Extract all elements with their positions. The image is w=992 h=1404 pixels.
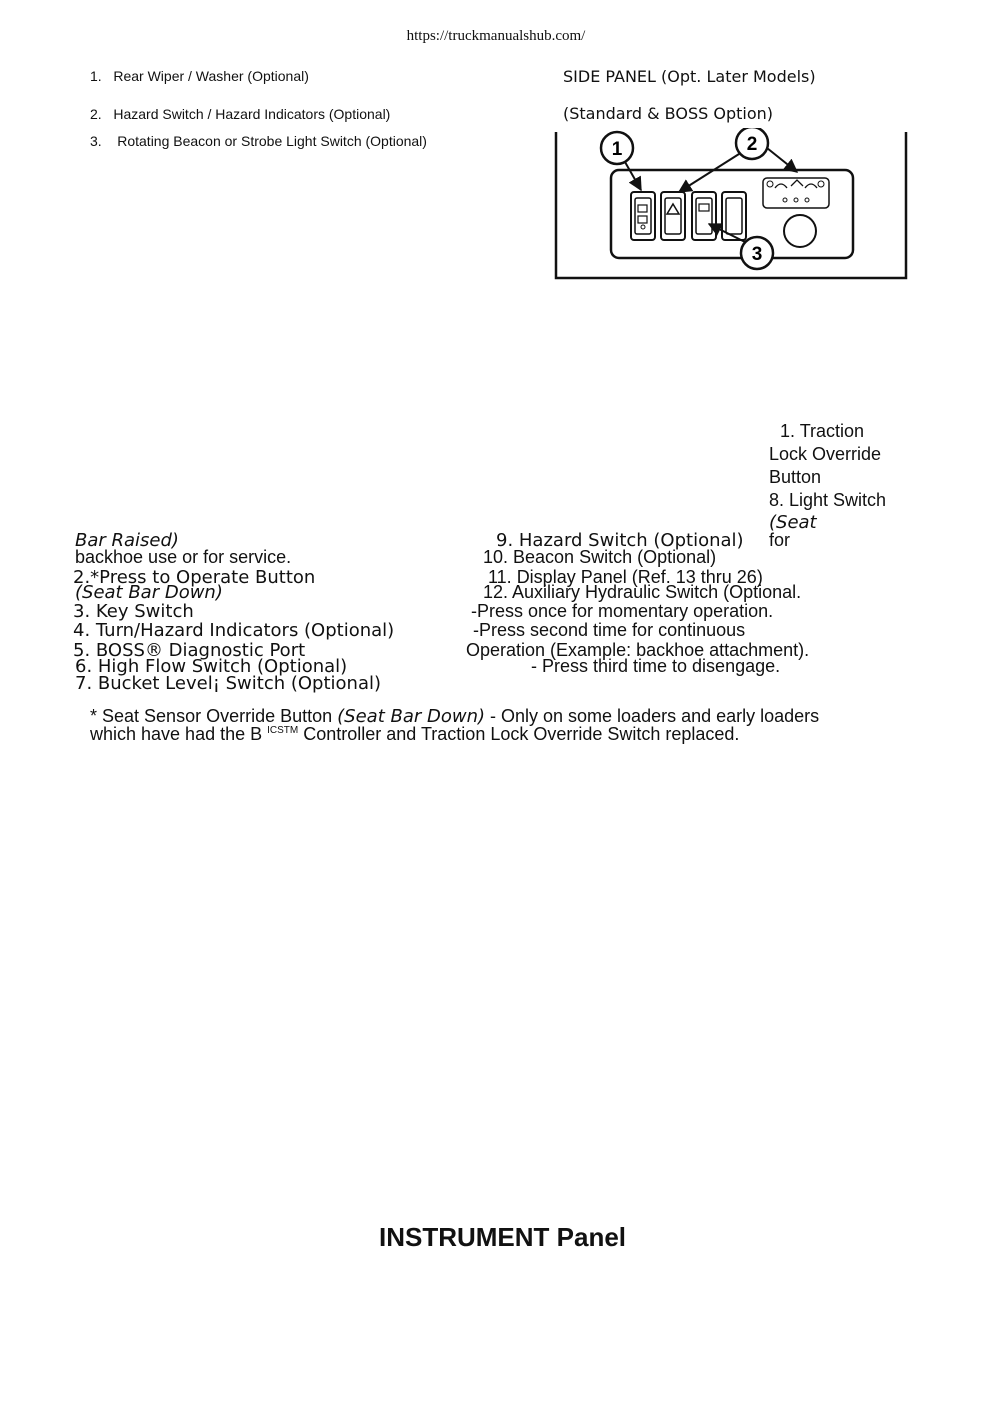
footnote-line2b: Controller and Traction Lock Override Switch replaced. bbox=[298, 724, 740, 744]
turn-hazard-indicators: 4. Turn/Hazard Indicators (Optional) bbox=[73, 620, 395, 641]
footnote-line2 bbox=[90, 724, 739, 745]
list-item-rear-wiper: 1. Rear Wiper / Washer (Optional) bbox=[90, 68, 309, 84]
footnote-line2a: which have had the B bbox=[90, 724, 268, 744]
panel-outline bbox=[611, 170, 853, 258]
arrow-2b bbox=[767, 148, 797, 172]
indicator-left-icon bbox=[767, 181, 773, 187]
beacon-icon bbox=[699, 204, 709, 211]
operation-example: Operation (Example: backhoe attachment). bbox=[466, 640, 810, 660]
washer-icon bbox=[638, 216, 647, 223]
traction-lock-line3: Button bbox=[769, 467, 822, 487]
diagnostic-port bbox=[784, 215, 816, 247]
bucket-level-switch: 7. Bucket Level¡ Switch (Optional) bbox=[75, 673, 382, 694]
light-switch: 8. Light Switch bbox=[769, 490, 887, 510]
indicator-dot bbox=[641, 225, 645, 229]
high-flow-switch: 6. High Flow Switch (Optional) bbox=[75, 656, 348, 677]
display-panel: 11. Display Panel (Ref. 13 thru 26) bbox=[488, 567, 763, 587]
seat-bar-down: (Seat Bar Down) bbox=[75, 582, 223, 603]
indicator-lamp bbox=[794, 198, 798, 202]
indicator-lamp bbox=[783, 198, 787, 202]
auxiliary-hydraulic-switch: 12. Auxiliary Hydraulic Switch (Optional. bbox=[483, 582, 802, 602]
side-panel-subtitle: (Standard & BOSS Option) bbox=[563, 104, 774, 123]
hazard-switch: 9. Hazard Switch (Optional) bbox=[496, 530, 744, 551]
footnote-part2: (Seat Bar Down) bbox=[337, 706, 485, 727]
press-to-operate: 2.*Press to Operate Button bbox=[73, 567, 316, 588]
footnote-part3: - Only on some loaders and early loaders bbox=[485, 706, 820, 726]
traction-lock-line1: 1. Traction bbox=[780, 421, 865, 441]
side-panel-diagram bbox=[553, 128, 909, 282]
list-item-beacon-switch: 3. Rotating Beacon or Strobe Light Switch (Optional) bbox=[90, 133, 427, 149]
arrow-2a bbox=[679, 154, 739, 192]
press-second: -Press second time for continuous bbox=[473, 620, 746, 640]
backhoe-note: backhoe use or for service. bbox=[75, 547, 292, 567]
beacon-switch: 10. Beacon Switch (Optional) bbox=[483, 547, 717, 567]
press-third: - Press third time to disengage. bbox=[531, 656, 781, 676]
boss-diagnostic-port: 5. BOSS® Diagnostic Port bbox=[73, 640, 306, 661]
indicator-symbols-icon bbox=[775, 180, 817, 188]
callout-3-label: 3 bbox=[751, 244, 763, 265]
footnote-part1: * Seat Sensor Override Button bbox=[90, 706, 338, 726]
arrow-1 bbox=[625, 162, 641, 190]
footnote-sup: ICSTM bbox=[267, 725, 299, 736]
indicator-lamp bbox=[805, 198, 809, 202]
bar-raised: Bar Raised) bbox=[75, 530, 179, 551]
indicator-right-icon bbox=[818, 181, 824, 187]
seat-note: (Seat bbox=[769, 512, 817, 533]
page-title: INSTRUMENT Panel bbox=[379, 1222, 627, 1252]
traction-lock-line2: Lock Override bbox=[769, 444, 882, 464]
wiper-icon bbox=[638, 205, 647, 212]
key-switch: 3. Key Switch bbox=[73, 601, 194, 622]
press-once: -Press once for momentary operation. bbox=[471, 601, 774, 621]
for-word: for bbox=[769, 530, 791, 550]
list-item-hazard-switch: 2. Hazard Switch / Hazard Indicators (Optional) bbox=[90, 106, 391, 122]
hazard-triangle-icon bbox=[667, 204, 679, 214]
callout-1-label: 1 bbox=[611, 139, 623, 160]
header-url: https://truckmanualshub.com/ bbox=[406, 28, 586, 44]
callout-2-label: 2 bbox=[746, 134, 758, 155]
blank-switch-rocker bbox=[726, 198, 742, 234]
side-panel-title: SIDE PANEL (Opt. Later Models) bbox=[563, 67, 816, 86]
switch-3-rocker bbox=[696, 198, 712, 234]
